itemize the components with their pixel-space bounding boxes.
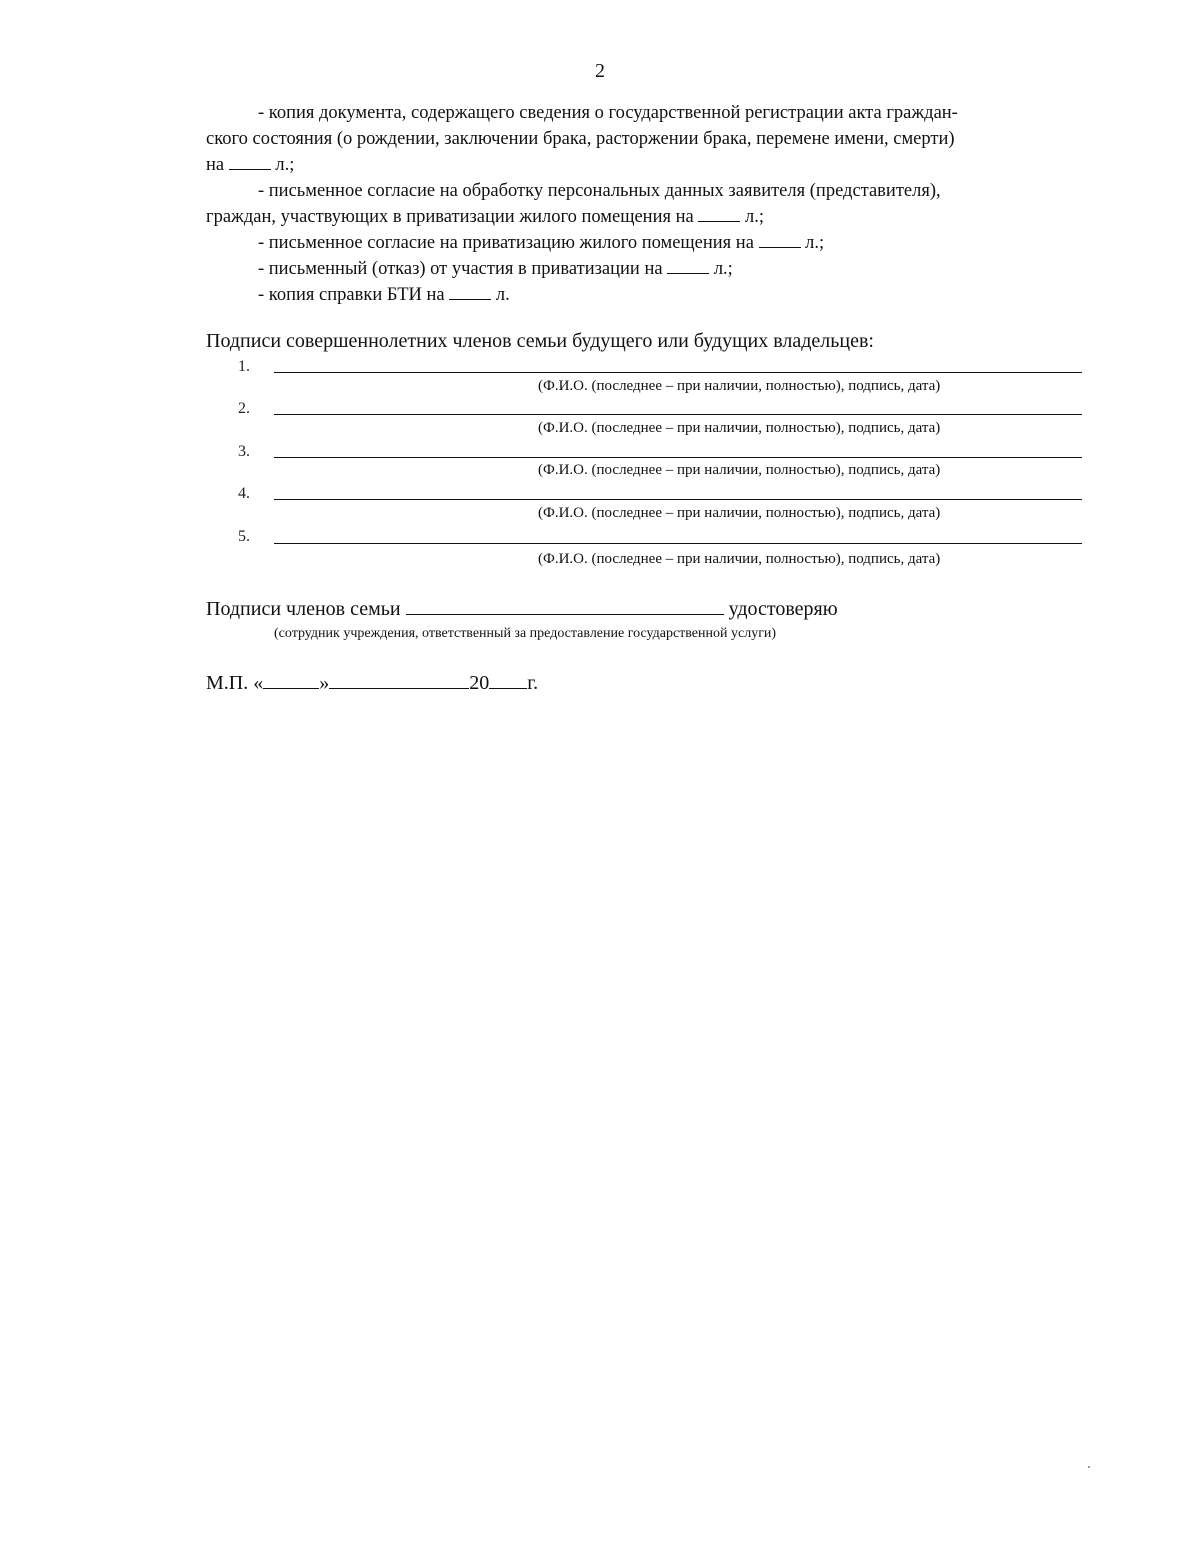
signatures-title: Подписи совершеннолетних членов семьи будущего или будущих владельцев: <box>206 330 874 352</box>
month-blank <box>329 672 469 689</box>
signature-number: 5. <box>238 528 250 545</box>
stamp-label: М.П. « <box>206 672 264 694</box>
signature-number: 1. <box>238 358 250 375</box>
attachment-item-2 <box>206 178 1102 230</box>
page-number: 2 <box>595 60 605 82</box>
blank-line <box>449 283 491 300</box>
certification-prefix: Подписи членов семьи <box>206 598 401 620</box>
blank-line <box>698 205 740 222</box>
year-blank <box>489 672 527 689</box>
attachment-item-1-line-1: - копия документа, содержащего сведения о государственной регистрации акта граждан- <box>258 103 958 123</box>
signature-line-3 <box>274 457 1082 458</box>
attachment-item-2-suffix: л.; <box>744 207 764 227</box>
certification-line <box>206 598 838 621</box>
attachment-item-2-prefix: граждан, участвующих в приватизации жилого помещения на <box>206 207 694 227</box>
attachment-item-3 <box>258 230 824 256</box>
attachment-item-5 <box>258 282 510 308</box>
attachment-item-4-suffix: л.; <box>713 259 733 279</box>
signature-number: 3. <box>238 443 250 460</box>
signature-line-4 <box>274 499 1082 500</box>
signature-line-5 <box>274 543 1082 544</box>
signature-caption-3: (Ф.И.О. (последнее – при наличии, полностью), подпись, дата) <box>538 462 941 478</box>
year-prefix: 20 <box>469 672 490 694</box>
signature-line-1 <box>274 372 1082 373</box>
scan-speck <box>1088 1466 1090 1468</box>
attachment-item-3-suffix: л.; <box>805 233 825 253</box>
attachment-item-4-prefix: - письменный (отказ) от участия в приватизации на <box>258 259 663 279</box>
certification-suffix: удостоверяю <box>728 598 838 620</box>
blank-line <box>229 153 271 170</box>
blank-line <box>406 598 724 615</box>
blank-line <box>759 231 801 248</box>
day-blank <box>263 672 319 689</box>
attachment-item-1-line-2: ского состояния (о рождении, заключении брака, расторжении брака, перемене имени, смерти) <box>206 129 955 149</box>
signature-caption-1: (Ф.И.О. (последнее – при наличии, полностью), подпись, дата) <box>538 378 941 394</box>
attachment-item-1 <box>206 100 1102 178</box>
signature-caption-2: (Ф.И.О. (последнее – при наличии, полностью), подпись, дата) <box>538 420 941 436</box>
signature-number: 2. <box>238 400 250 417</box>
attachment-item-2-line-1: - письменное согласие на обработку персональных данных заявителя (представителя), <box>258 181 941 201</box>
year-suffix: г. <box>527 672 539 694</box>
certification-caption: (сотрудник учреждения, ответственный за предоставление государственной услуги) <box>274 626 777 641</box>
signature-caption-4: (Ф.И.О. (последнее – при наличии, полностью), подпись, дата) <box>538 505 941 521</box>
signature-line-2 <box>274 414 1082 415</box>
attachment-item-5-suffix: л. <box>495 285 510 305</box>
signature-number: 4. <box>238 485 250 502</box>
attachment-item-3-prefix: - письменное согласие на приватизацию жилого помещения на <box>258 233 754 253</box>
attachment-item-1-suffix: л.; <box>275 155 295 175</box>
signature-caption-5: (Ф.И.О. (последнее – при наличии, полностью), подпись, дата) <box>538 551 941 567</box>
attachment-item-1-prefix: на <box>206 155 225 175</box>
attachment-item-4 <box>258 256 733 282</box>
stamp-date-line <box>206 672 538 695</box>
attachment-item-5-prefix: - копия справки БТИ на <box>258 285 445 305</box>
blank-line <box>667 257 709 274</box>
close-quote: » <box>319 672 330 694</box>
